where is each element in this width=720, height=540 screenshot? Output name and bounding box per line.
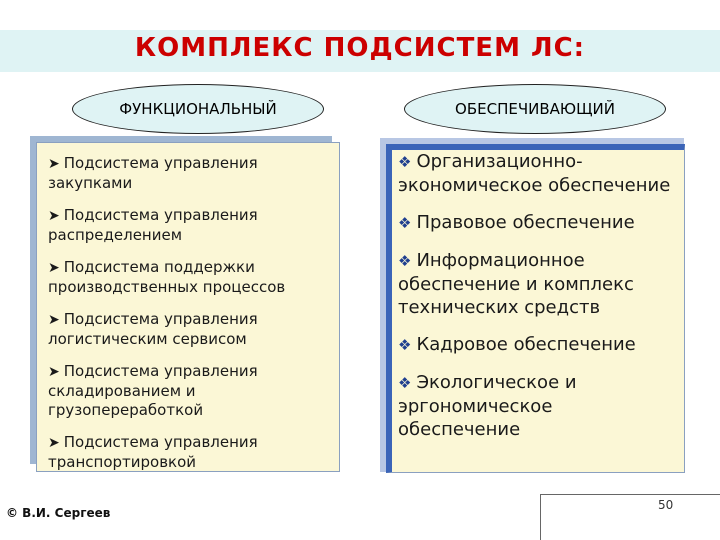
list-item xyxy=(398,249,673,319)
list-item xyxy=(48,433,338,472)
list-item xyxy=(398,333,673,357)
supporting-heading: ОБЕСПЕЧИВАЮЩИЙ xyxy=(455,100,615,118)
list-item-label: Подсистема управления логистическим сервисом xyxy=(48,310,258,348)
arrow-bullet-icon: ➤ xyxy=(48,312,60,328)
arrow-bullet-icon: ➤ xyxy=(48,156,60,172)
list-item-label: Подсистема управления распределением xyxy=(48,206,258,244)
diamond-bullet-icon: ❖ xyxy=(398,336,412,354)
supporting-heading-ellipse xyxy=(404,84,666,134)
list-item-label: Экологическое и эргономическое обеспечение xyxy=(398,372,577,440)
functional-heading-ellipse xyxy=(72,84,324,134)
list-item-label: Кадровое обеспечение xyxy=(416,334,636,355)
list-item-label: Подсистема управления складированием и грузопереработкой xyxy=(48,362,258,419)
page-title: КОМПЛЕКС ПОДСИСТЕМ ЛС: xyxy=(134,33,586,63)
list-item xyxy=(48,154,338,193)
list-item-label: Правовое обеспечение xyxy=(416,212,635,233)
list-item-label: Подсистема поддержки производственных процессов xyxy=(48,258,286,296)
list-item-label: Подсистема управления закупками xyxy=(48,154,258,192)
list-item xyxy=(48,258,338,297)
list-item-label: Подсистема управления транспортировкой xyxy=(48,433,258,471)
diamond-bullet-icon: ❖ xyxy=(398,374,412,392)
diamond-bullet-icon: ❖ xyxy=(398,153,412,171)
arrow-bullet-icon: ➤ xyxy=(48,260,60,276)
list-item xyxy=(398,211,673,235)
footer-divider-vertical xyxy=(540,494,541,540)
list-item xyxy=(48,310,338,349)
diamond-bullet-icon: ❖ xyxy=(398,214,412,232)
page-number: 50 xyxy=(658,498,674,512)
copyright: © В.И. Сергеев xyxy=(6,506,111,520)
list-item xyxy=(398,150,673,197)
functional-heading: ФУНКЦИОНАЛЬНЫЙ xyxy=(119,100,277,118)
arrow-bullet-icon: ➤ xyxy=(48,208,60,224)
functional-list xyxy=(48,154,338,485)
diamond-bullet-icon: ❖ xyxy=(398,252,412,270)
arrow-bullet-icon: ➤ xyxy=(48,435,60,451)
list-item-label: Информационное обеспечение и комплекс технических средств xyxy=(398,250,634,318)
list-item xyxy=(48,362,338,420)
footer-divider xyxy=(540,494,720,495)
arrow-bullet-icon: ➤ xyxy=(48,364,60,380)
list-item xyxy=(398,371,673,441)
supporting-list xyxy=(398,150,673,455)
list-item xyxy=(48,206,338,245)
list-item-label: Организационно-экономическое обеспечение xyxy=(398,151,671,196)
